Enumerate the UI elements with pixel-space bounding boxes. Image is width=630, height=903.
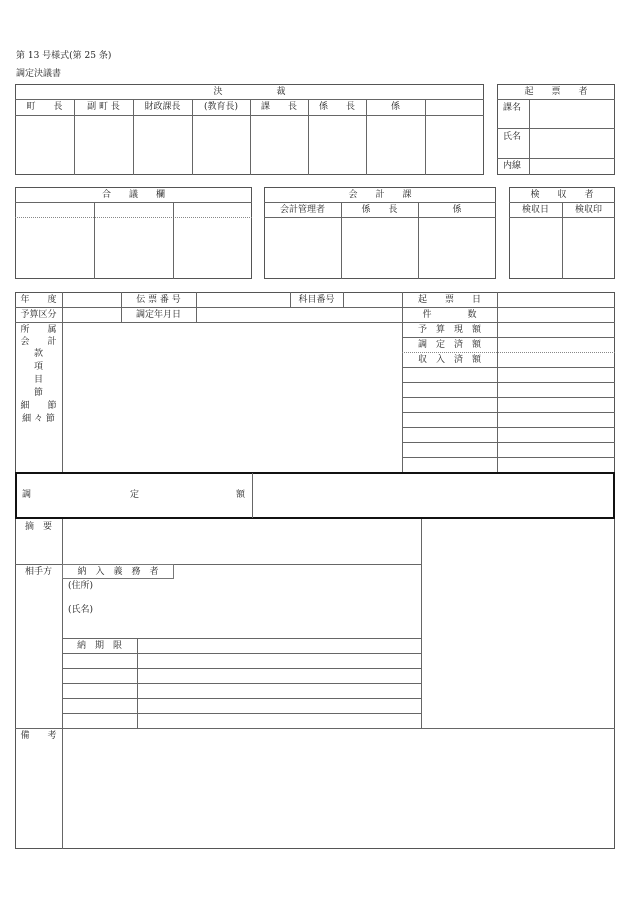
divider	[497, 158, 615, 159]
nouki-label: 納 期 限	[76, 641, 122, 651]
divider	[62, 713, 421, 714]
shimei-label: (氏名)	[68, 605, 94, 615]
divider	[497, 128, 615, 129]
kaikei-table	[264, 187, 496, 279]
aitekata-label: 相手方	[24, 567, 52, 577]
divider	[402, 427, 615, 428]
divider	[421, 519, 422, 728]
divider	[402, 412, 615, 413]
divider	[425, 99, 426, 175]
kessai-col-kyoikucho: (教育長)	[203, 102, 239, 112]
kaikei-label: 会 計	[20, 337, 57, 347]
chotei-amount-char2: 定	[130, 490, 140, 500]
divider	[15, 307, 615, 308]
divider	[15, 728, 615, 729]
denpyo-label: 伝 票 番 号	[136, 295, 181, 305]
divider	[173, 202, 174, 279]
divider	[264, 217, 496, 218]
ko-label: 項	[33, 362, 43, 372]
kaikei-col-kanrisha: 会計管理者	[279, 205, 325, 215]
divider	[402, 442, 615, 443]
divider	[529, 99, 530, 175]
chotei-amount-row	[15, 472, 615, 519]
divider	[196, 292, 197, 322]
shunyu-zumi-label: 収 入 済 額	[417, 355, 481, 365]
kihyo-shimei-label: 氏名	[503, 132, 522, 142]
tekiyo-label: 摘 要	[24, 522, 52, 532]
shozoku-label: 所 属	[20, 325, 57, 335]
divider	[15, 322, 615, 323]
divider	[402, 352, 615, 353]
kessai-col-fukuchocho: 副 町 長	[87, 102, 120, 112]
divider	[62, 668, 421, 669]
divider	[94, 202, 95, 279]
kessai-col-chocho: 町 長	[26, 102, 63, 112]
kihyo-header: 起 票 者	[524, 87, 588, 97]
divider	[62, 683, 421, 684]
gogi-header: 合 議 欄	[101, 190, 165, 200]
divider	[402, 367, 615, 368]
divider	[264, 202, 496, 203]
jusho-label: (住所)	[68, 581, 94, 591]
kessai-col-kakari: 係	[390, 102, 400, 112]
kihyo-kamei-label: 課名	[503, 103, 522, 113]
form-number: 第 13 号様式(第 25 条)	[16, 51, 112, 61]
kenshu-header: 検 収 者	[530, 190, 594, 200]
form-title: 調定決議書	[16, 69, 62, 79]
chotei-amount-char3: 額	[236, 490, 246, 500]
divider	[402, 337, 615, 338]
divider	[402, 382, 615, 383]
setsu-label: 節	[33, 388, 43, 398]
chotei-date-label: 調定年月日	[135, 310, 181, 320]
kihyobi-label: 起 票 日	[417, 295, 481, 305]
kessai-header: 決 裁	[213, 87, 286, 97]
kihyo-naisen-label: 内線	[503, 161, 522, 171]
kenshu-col-date: 検収日	[521, 205, 549, 215]
kenshu-col-seal: 検収印	[574, 205, 602, 215]
gogi-table	[15, 187, 252, 279]
divider	[62, 292, 63, 472]
moku-label: 目	[33, 375, 43, 385]
nonyu-gimusha-label: 納 入 義 務 者	[77, 567, 159, 577]
yosan-kubun-label: 予算区分	[20, 310, 57, 320]
kessai-col-kacho: 課 長	[260, 102, 297, 112]
yosan-gengaku-label: 予 算 現 額	[417, 325, 481, 335]
divider	[402, 397, 615, 398]
kan-label: 款	[33, 349, 43, 359]
kessai-col-kakaricho: 係 長	[318, 102, 355, 112]
chotei-zumi-label: 調 定 済 額	[417, 340, 481, 350]
nendo-label: 年 度	[20, 295, 57, 305]
divider	[402, 457, 615, 458]
kessai-col-zaisei: 財政課長	[144, 102, 181, 112]
divider	[62, 638, 421, 639]
divider	[62, 653, 421, 654]
divider	[252, 473, 253, 518]
kaikei-col-kakaricho: 係 長	[361, 205, 398, 215]
chotei-amount-char1: 調	[22, 490, 32, 500]
kamoku-label: 科目番号	[298, 295, 335, 305]
divider	[15, 217, 252, 218]
saisetsu-label: 細 節	[20, 401, 57, 411]
kensu-label: 件 数	[422, 310, 477, 320]
kaikei-col-kakari: 係	[452, 205, 462, 215]
divider	[62, 698, 421, 699]
divider	[497, 99, 615, 100]
kaikei-header: 会 計 課	[348, 190, 412, 200]
divider	[343, 292, 344, 307]
biko-label: 備 考	[20, 731, 57, 741]
divider	[137, 638, 138, 728]
saisaisetsu-label: 細 々 節	[22, 414, 55, 424]
divider	[15, 202, 252, 203]
